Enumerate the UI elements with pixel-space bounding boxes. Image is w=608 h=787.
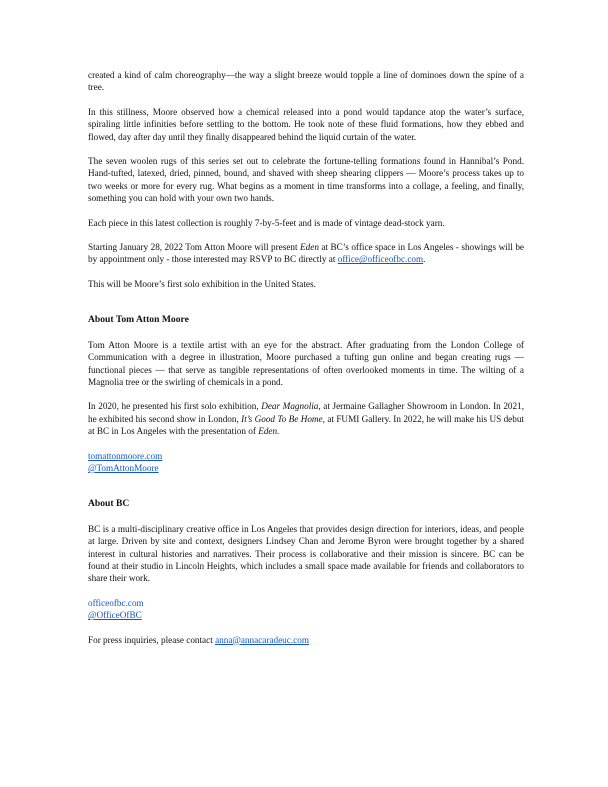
exhibition-title: Eden <box>300 242 319 253</box>
office-email-link[interactable]: office@officeofbc.com <box>337 254 424 265</box>
artist-social-link[interactable]: @TomAttonMoore <box>88 462 159 473</box>
artist-website-link[interactable]: tomattonmoore.com <box>88 450 163 461</box>
paragraph-exhibition <box>88 241 524 266</box>
paragraph-collection: Each piece in this latest collection is roughly 7-by-5-feet and is made of vintage dead-stock yarn. <box>88 217 445 228</box>
history-text-c: , at FUMI Gallery. In 2022, he will make his US debut at BC in Los Angeles with the presentation of <box>88 413 524 437</box>
bc-social-link[interactable]: @OfficeOfBC <box>88 610 142 621</box>
paragraph-artist-history <box>88 400 524 437</box>
paragraph-intro: created a kind of calm choreography—the way a slight breeze would topple a line of dominoes down the spine of a tree. <box>88 70 524 93</box>
heading-about-bc: About BC <box>88 498 130 510</box>
press-contact <box>88 634 524 646</box>
bc-website-link[interactable]: officeofbc.com <box>88 597 144 608</box>
document-body <box>88 69 524 646</box>
press-email-link[interactable]: anna@annacaradeuc.com <box>215 634 309 645</box>
artist-links <box>88 450 524 475</box>
history-text-a: In 2020, he presented his first solo exhibition, <box>88 401 262 412</box>
heading-about-artist: About Tom Atton Moore <box>88 314 189 326</box>
paragraph-bc-description: BC is a multi-disciplinary creative office in Los Angeles that provides design direction for interiors, ideas, and people at large. Driven by site and context, designers Lindsey Chan and Jerome Byron were brought together by a shared interest in cultural histories and narratives. Their process is collaborative and their mission is sincere. BC can be found at their studio in Lincoln Heights, which includes a small space made available for friends and collaborators to share their work. <box>88 523 524 584</box>
paragraph-first-solo: This will be Moore’s first solo exhibition in the United States. <box>88 278 316 289</box>
bc-links <box>88 597 524 622</box>
show-title-eden: Eden. <box>258 426 280 437</box>
press-label: For press inquiries, please contact <box>88 634 216 645</box>
history-text-b: , at Jermaine Gallagher Showroom in London. In 2021, he exhibited his second show in London, <box>88 401 525 424</box>
exhibition-text-end: . <box>423 254 426 265</box>
paragraph-stillness: In this stillness, Moore observed how a chemical released into a pond would tapdance atop the water’s surface, spiraling little infinities before settling to the bottom. He took note of these fluid formations, how they ebbed and flowed, day after day until they finally disappeared behind the liquid curtain of the water. <box>88 106 524 142</box>
paragraph-rugs: The seven woolen rugs of this series set out to celebrate the fortune-telling formations found in Hannibal’s Pond. Hand-tufted, latexed, dried, pinned, bound, and shaved with sheep shearing clippers — Moore’s process takes up to two weeks or more for every rug. What begins as a moment in time transforms into a collage, a feeling, and finally, something you can hold with your own two hands. <box>88 156 524 204</box>
show-title-dear-magnolia: Dear Magnolia <box>261 401 319 412</box>
paragraph-artist-bio: Tom Atton Moore is a textile artist with an eye for the abstract. After graduating from the London College of Communication with a degree in illustration, Moore purchased a tufting gun online and began creating rugs — functional pieces — that serve as tangible representations of often overlooked moments in time. The wilting of a Magnolia tree or the swirling of chemicals in a pond. <box>88 339 524 387</box>
show-title-good-to-be-home: It’s Good To Be Home <box>241 413 323 424</box>
exhibition-text-a: Starting January 28, 2022 Tom Atton Moore will present <box>88 242 301 253</box>
exhibition-text-b: at BC’s office space in Los Angeles - showings will be by appointment only - those interested may RSVP to BC directly at <box>88 242 525 265</box>
